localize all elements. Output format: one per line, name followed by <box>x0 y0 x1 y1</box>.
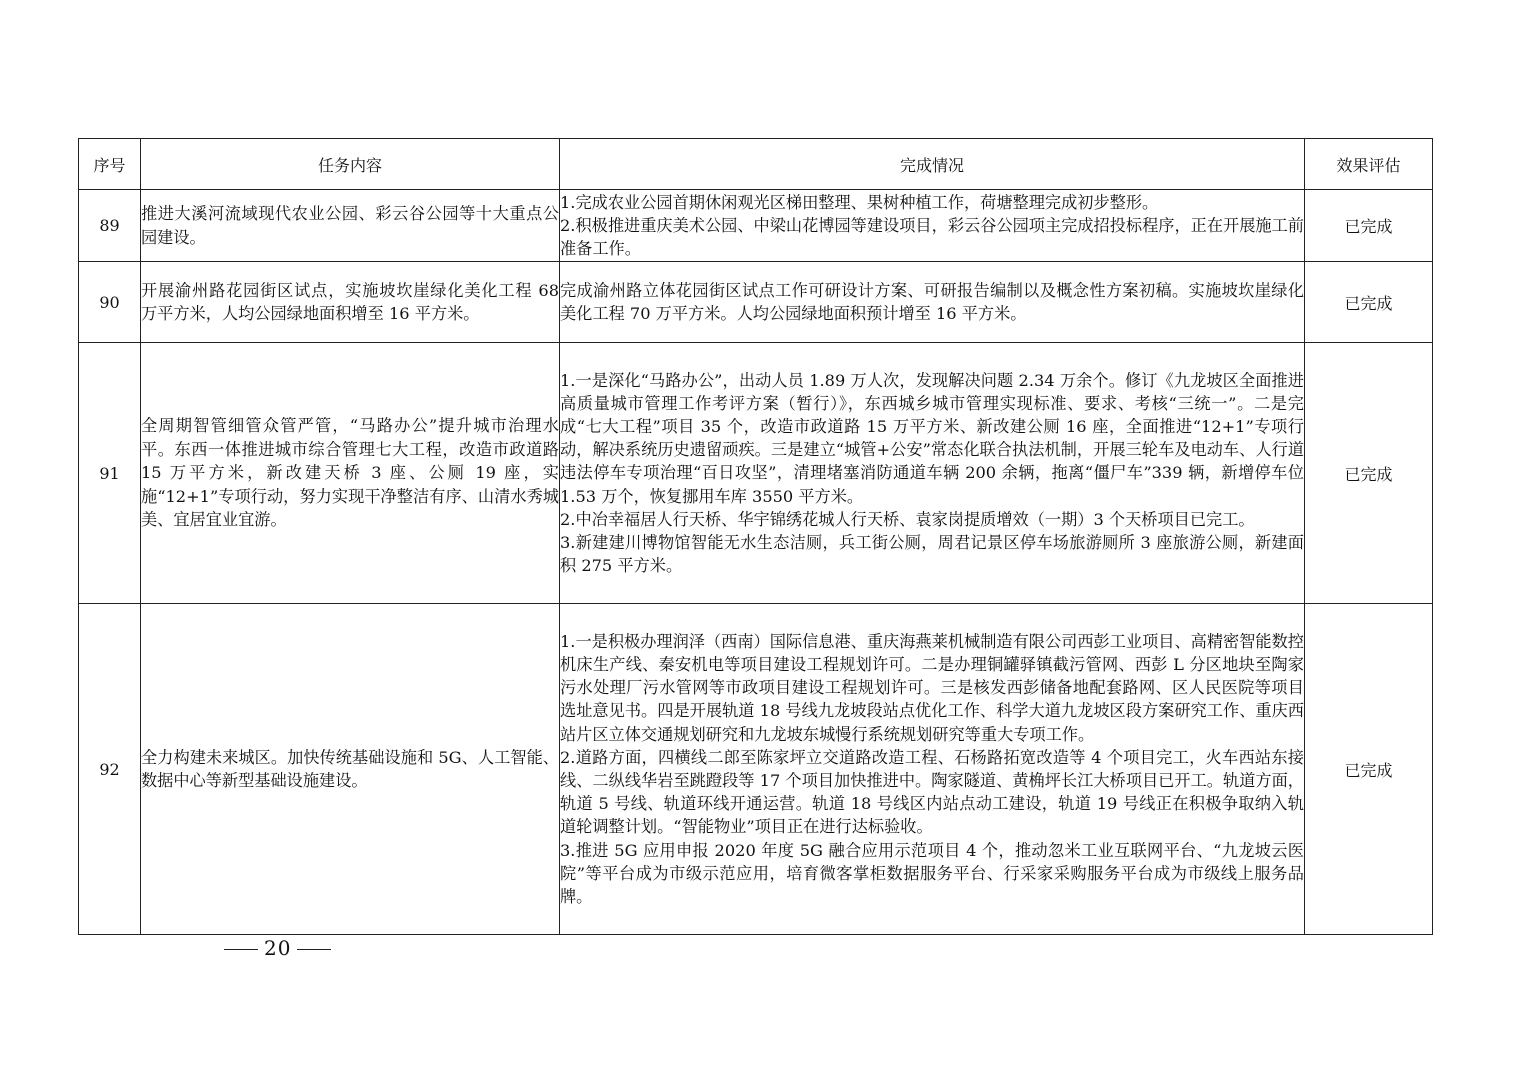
evaluation: 已完成 <box>1305 604 1433 935</box>
completion-paragraph: 3.推进 5G 应用申报 2020 年度 5G 融合应用示范项目 4 个，推动忽米工业互联网平台、“九龙坡云医院”等平台成为市级示范应用，培育微客掌柜数据服务平台、行采家采购服务平台成为市级线上服务品牌。 <box>560 840 1304 907</box>
table-header-row <box>79 139 1433 190</box>
header-eval: 效果评估 <box>1305 139 1433 190</box>
task-content: 开展渝州路花园街区试点，实施坡坎崖绿化美化工程 68 万平方米，人均公园绿地面积增至 16 平方米。 <box>141 262 560 343</box>
dash-left <box>224 949 258 950</box>
task-table <box>78 138 1433 935</box>
completion-paragraph: 2.积极推进重庆美术公园、中梁山花博园等建设项目，彩云谷公园项主完成招投标程序，正在开展施工前准备工作。 <box>560 215 1304 259</box>
row-number: 91 <box>79 343 141 604</box>
table-row <box>79 343 1433 604</box>
completion-paragraph: 完成渝州路立体花园街区试点工作可研设计方案、可研报告编制以及概念性方案初稿。实施坡坎崖绿化美化工程 70 万平方米。人均公园绿地面积预计增至 16 平方米。 <box>560 280 1304 323</box>
completion-status <box>560 604 1305 935</box>
row-number: 90 <box>79 262 141 343</box>
dash-right <box>297 949 331 950</box>
completion-paragraph: 2.中冶幸福居人行天桥、华宇锦绣花城人行天桥、袁家岗提质增效（一期）3 个天桥项目已完工。 <box>560 509 1255 529</box>
task-content: 全力构建未来城区。加快传统基础设施和 5G、人工智能、数据中心等新型基础设施建设。 <box>141 604 560 935</box>
task-content: 推进大溪河流域现代农业公园、彩云谷公园等十大重点公园建设。 <box>141 190 560 262</box>
completion-status <box>560 343 1305 604</box>
row-number: 92 <box>79 604 141 935</box>
completion-paragraph: 1.完成农业公园首期休闲观光区梯田整理、果树种植工作，荷塘整理完成初步整形。 <box>560 192 1159 212</box>
completion-status <box>560 190 1305 262</box>
page-number-footer <box>218 936 337 960</box>
completion-status <box>560 262 1305 343</box>
completion-paragraph: 3.新建建川博物馆智能无水生态洁厕，兵工街公厕，周君记景区停车场旅游厕所 3 座旅游公厕，新建面积 275 平方米。 <box>560 533 1304 576</box>
evaluation: 已完成 <box>1305 190 1433 262</box>
table-row <box>79 604 1433 935</box>
header-no: 序号 <box>79 139 141 190</box>
evaluation: 已完成 <box>1305 343 1433 604</box>
task-content: 全周期智管细管众管严管，“马路办公”提升城市治理水平。东西一体推进城市综合管理七大工程，改造市政道路 15 万平方米，新改建天桥 3 座、公厕 19 座，实施“12+1”专项行动，努力实现干净整洁有序、山清水秀城美、宜居宜业宜游。 <box>141 343 560 604</box>
completion-paragraph: 1.一是积极办理润泽（西南）国际信息港、重庆海燕莱机械制造有限公司西彭工业项目、高精密智能数控机床生产线、秦安机电等项目建设工程规划许可。二是办理铜罐驿镇截污管网、西彭 L 分区地块至陶家污水处理厂污水管网等市政项目建设工程规划许可。三是核发西彭储备地配套路网、区人民医院等项目选址意见书。四是开展轨道 18 号线九龙坡段站点优化工作、科学大道九龙坡区段方案研究工作、重庆西站片区立体交通规划研究和九龙坡东城慢行系统规划研究等重大专项工作。 <box>560 631 1304 744</box>
header-done: 完成情况 <box>560 139 1305 190</box>
table-row <box>79 262 1433 343</box>
header-task: 任务内容 <box>141 139 560 190</box>
completion-paragraph: 2.道路方面，四横线二郎至陈家坪立交道路改造工程、石杨路拓宽改造等 4 个项目完工，火车西站东接线、二纵线华岩至跳蹬段等 17 个项目加快推进中。陶家隧道、黄桷坪长江大桥项目已开工。轨道方面，轨道 5 号线、轨道环线开通运营。轨道 18 号线区内站点动工建设，轨道 19 号线正在积极争取纳入轨道轮调整计划。“智能物业”项目正在进行达标验收。 <box>560 747 1304 837</box>
completion-paragraph: 1.一是深化“马路办公”，出动人员 1.89 万人次，发现解决问题 2.34 万余个。修订《九龙坡区全面推进高质量城市管理工作考评方案（暂行）》，东西城乡城市管理实现标准、要求、考核“三统一”。二是完成“七大工程”项目 35 个，改造市政道路 15 万平方米、新改建公厕 16 座，全面推进“12+1”专项行动，解决系统历史遗留顽疾。三是建立“城管+公安”常态化联合执法机制，开展三轮车及电动车、人行道违法停车专项治理“百日攻坚”，清理堵塞消防通道车辆 200 余辆，拖离“僵尸车”339 辆，新增停车位 1.53 万个，恢复挪用车库 3550 平方米。 <box>560 370 1304 506</box>
table-row <box>79 190 1433 262</box>
page-number: 20 <box>264 936 292 960</box>
row-number: 89 <box>79 190 141 262</box>
evaluation: 已完成 <box>1305 262 1433 343</box>
